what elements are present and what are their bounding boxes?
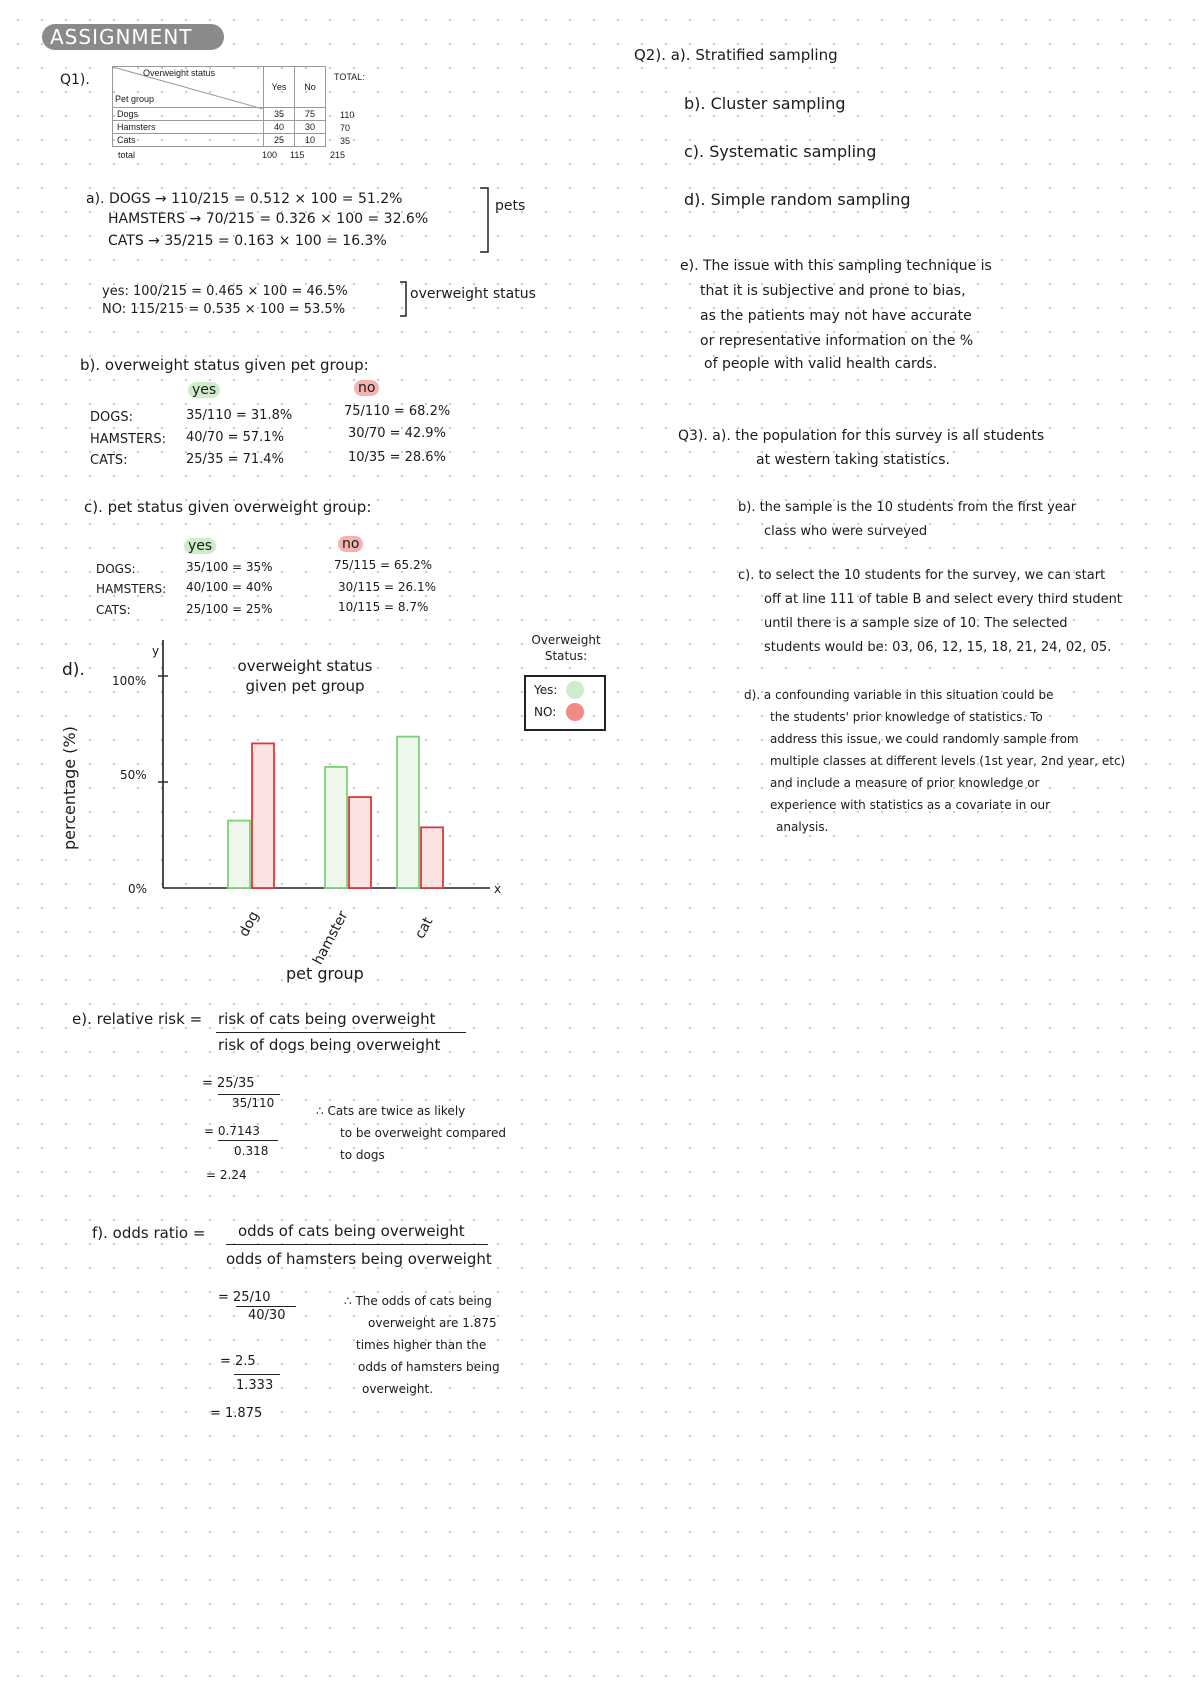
- q3d-line: multiple classes at different levels (1st year, 2nd year, etc): [770, 754, 1126, 768]
- y-axis-end-label: y: [152, 644, 160, 658]
- table-row: [113, 134, 326, 147]
- bracket-pets-label: pets: [495, 198, 526, 214]
- q1e-step1-bar: [218, 1094, 280, 1095]
- total-row-label: total: [118, 150, 136, 160]
- q1c-heading: c). pet status given overweight group:: [84, 498, 372, 516]
- cell-no: 75: [295, 108, 326, 121]
- q1f-conclusion: ∴ The odds of cats being: [344, 1294, 492, 1308]
- q3b-line: class who were surveyed: [764, 524, 928, 539]
- q1d-label: d).: [62, 660, 85, 680]
- q1f-step2-num: = 2.5: [220, 1354, 256, 1369]
- contingency-table: [112, 66, 326, 147]
- q1c-yes-value: 35/100 = 35%: [186, 560, 273, 574]
- bar-chart: [0, 600, 600, 940]
- q1b-yes-value: 40/70 = 57.1%: [186, 430, 284, 445]
- bar-no-dog: [252, 743, 274, 888]
- q1f-conclusion: times higher than the: [356, 1338, 487, 1352]
- q1f-step2-den: 1.333: [236, 1378, 274, 1393]
- q2e-line: that it is subjective and prone to bias,: [700, 283, 966, 299]
- corner-top-label: Overweight status: [143, 68, 216, 78]
- row-name: Dogs: [113, 108, 264, 121]
- q1f-step2-bar: [234, 1374, 280, 1375]
- table-corner-cell: [113, 67, 264, 108]
- q1e-step1-den: 35/110: [232, 1096, 275, 1110]
- q1-label: Q1).: [60, 72, 90, 88]
- q1e-step2-den: 0.318: [234, 1144, 269, 1158]
- q2e-line: or representative information on the %: [700, 333, 974, 349]
- total-cell: 35: [340, 136, 351, 146]
- bar-yes-dog: [228, 821, 250, 888]
- cell-yes: 35: [264, 108, 295, 121]
- cell-yes: 40: [264, 121, 295, 134]
- legend-yes-label: Yes:: [534, 683, 558, 697]
- row-name: Hamsters: [113, 121, 264, 134]
- x-tick-label: hamster: [310, 908, 352, 968]
- q1b-no-value: 10/35 = 28.6%: [348, 450, 446, 465]
- q2e-line: e). The issue with this sampling technique is: [680, 258, 992, 274]
- q1e-numerator: risk of cats being overweight: [218, 1010, 436, 1028]
- q1a-line1: a). DOGS → 110/215 = 0.512 × 100 = 51.2%: [86, 191, 403, 207]
- q1c-row-label: HAMSTERS:: [96, 582, 167, 596]
- q3c-line: off at line 111 of table B and select every third student: [764, 592, 1122, 607]
- q1a-line3: CATS → 35/215 = 0.163 × 100 = 16.3%: [108, 233, 387, 249]
- q1e-step1-num: = 25/35: [202, 1076, 255, 1091]
- q3c-line: until there is a sample size of 10. The selected: [764, 616, 1068, 631]
- q1f-step1-bar: [236, 1306, 296, 1307]
- bracket-overweight-label: overweight status: [410, 286, 536, 302]
- y-axis-label: percentage (%): [60, 726, 79, 850]
- total-row-total: 215: [330, 150, 346, 160]
- q1e-step2-num: = 0.7143: [204, 1124, 260, 1138]
- y-tick-label: 100%: [112, 674, 147, 688]
- legend-title: Overweight Status:: [531, 633, 601, 663]
- q2c: c). Systematic sampling: [684, 142, 877, 161]
- cell-no: 30: [295, 121, 326, 134]
- total-row-yes: 100: [262, 150, 278, 160]
- q1e-denominator: risk of dogs being overweight: [218, 1036, 441, 1054]
- q1b-no-header: no: [354, 380, 379, 396]
- y-tick-label: 0%: [128, 882, 148, 896]
- bracket-pets: [478, 186, 498, 256]
- x-axis-label: pet group: [286, 964, 364, 983]
- q3d-line: the students' prior knowledge of statistics. To: [770, 710, 1043, 724]
- legend-no-label: NO:: [534, 705, 557, 719]
- q1f-denominator: odds of hamsters being overweight: [226, 1250, 492, 1268]
- q1f-step1-num: = 25/10: [218, 1290, 271, 1305]
- q2a: Q2). a). Stratified sampling: [634, 46, 838, 64]
- q2b: b). Cluster sampling: [684, 94, 846, 113]
- q3d-line: and include a measure of prior knowledge or: [770, 776, 1040, 790]
- q1e-conclusion: ∴ Cats are twice as likely: [316, 1104, 466, 1118]
- q3a-line: at western taking statistics.: [756, 452, 950, 468]
- q1f-conclusion: overweight.: [362, 1382, 434, 1396]
- col-header-total: TOTAL:: [334, 72, 365, 82]
- q3d-line: analysis.: [776, 820, 829, 834]
- bar-yes-cat: [397, 737, 419, 888]
- col-header-no: No: [295, 67, 326, 108]
- q1c-yes-value: 25/100 = 25%: [186, 602, 273, 616]
- bar-no-hamster: [349, 797, 371, 888]
- q1b-heading: b). overweight status given pet group:: [80, 356, 369, 374]
- q1f-conclusion: overweight are 1.875: [368, 1316, 497, 1330]
- q3d-line: experience with statistics as a covariate in our: [770, 798, 1051, 812]
- q1c-row-label: DOGS:: [96, 562, 136, 576]
- q1b-row-label: DOGS:: [90, 410, 133, 425]
- y-tick-label: 50%: [120, 768, 147, 782]
- q1b-no-value: 75/110 = 68.2%: [344, 404, 451, 419]
- q1b-no-value: 30/70 = 42.9%: [348, 426, 446, 441]
- row-name: Cats: [113, 134, 264, 147]
- q1f-step3: = 1.875: [210, 1406, 263, 1421]
- q1e-conclusion: to be overweight compared: [340, 1126, 506, 1140]
- col-header-yes: Yes: [264, 67, 295, 108]
- q1c-no-value: 75/115 = 65.2%: [334, 558, 433, 572]
- q1f-fraction-bar: [226, 1244, 488, 1245]
- q1c-no-header: no: [338, 536, 363, 552]
- x-tick-label: dog: [236, 908, 263, 940]
- x-axis-end-label: x: [494, 882, 502, 896]
- table-row: [113, 121, 326, 134]
- q1f-step1-den: 40/30: [248, 1308, 286, 1323]
- q3a-line: Q3). a). the population for this survey is all students: [678, 428, 1045, 444]
- total-cell: 110: [340, 110, 355, 120]
- q2d: d). Simple random sampling: [684, 190, 911, 209]
- bar-no-cat: [421, 827, 443, 888]
- total-row-no: 115: [290, 150, 305, 160]
- cell-yes: 25: [264, 134, 295, 147]
- total-cell: 70: [340, 123, 351, 133]
- legend-yes-swatch: [566, 681, 584, 699]
- q3d-line: address this issue, we could randomly sample from: [770, 732, 1079, 746]
- q1a-line5: NO: 115/215 = 0.535 × 100 = 53.5%: [102, 302, 346, 317]
- q1a-line2: HAMSTERS → 70/215 = 0.326 × 100 = 32.6%: [108, 211, 429, 227]
- q1a-line4: yes: 100/215 = 0.465 × 100 = 46.5%: [102, 284, 348, 299]
- legend: [524, 675, 606, 731]
- q1f-label: f). odds ratio =: [92, 1224, 206, 1242]
- q1e-fraction-bar: [216, 1032, 466, 1033]
- q1b-yes-header: yes: [188, 382, 220, 398]
- q1b-yes-value: 35/110 = 31.8%: [186, 408, 293, 423]
- q1b-yes-value: 25/35 = 71.4%: [186, 452, 284, 467]
- q3d-line: d). a confounding variable in this situation could be: [744, 688, 1054, 702]
- q1b-row-label: CATS:: [90, 453, 128, 468]
- x-tick-label: cat: [412, 914, 437, 942]
- q1e-step2-bar: [218, 1140, 278, 1141]
- cell-no: 10: [295, 134, 326, 147]
- q1f-numerator: odds of cats being overweight: [238, 1222, 465, 1240]
- q1e-conclusion: to dogs: [340, 1148, 385, 1162]
- q1c-no-value: 30/115 = 26.1%: [338, 580, 437, 594]
- q1c-no-value: 10/115 = 8.7%: [338, 600, 429, 614]
- q3c-line: students would be: 03, 06, 12, 15, 18, 21, 24, 02, 05.: [764, 640, 1112, 655]
- q1e-step3: = 2.24: [206, 1168, 247, 1182]
- q1c-row-label: CATS:: [96, 603, 131, 617]
- q1e-label: e). relative risk =: [72, 1010, 203, 1028]
- q1c-yes-header: yes: [184, 538, 216, 554]
- q2e-line: as the patients may not have accurate: [700, 308, 972, 324]
- table-row: [113, 108, 326, 121]
- bar-yes-hamster: [325, 767, 347, 888]
- chart-title: overweight status given pet group: [237, 657, 373, 695]
- q2e-line: of people with valid health cards.: [704, 356, 938, 372]
- q3b-line: b). the sample is the 10 students from the first year: [738, 500, 1077, 515]
- assignment-title: ASSIGNMENT #3: [42, 24, 224, 50]
- corner-bottom-label: Pet group: [115, 94, 155, 104]
- q1b-row-label: HAMSTERS:: [90, 432, 166, 447]
- q1f-conclusion: odds of hamsters being: [358, 1360, 500, 1374]
- q3c-line: c). to select the 10 students for the survey, we can start: [738, 568, 1106, 583]
- legend-no-swatch: [566, 703, 584, 721]
- q1c-yes-value: 40/100 = 40%: [186, 580, 273, 594]
